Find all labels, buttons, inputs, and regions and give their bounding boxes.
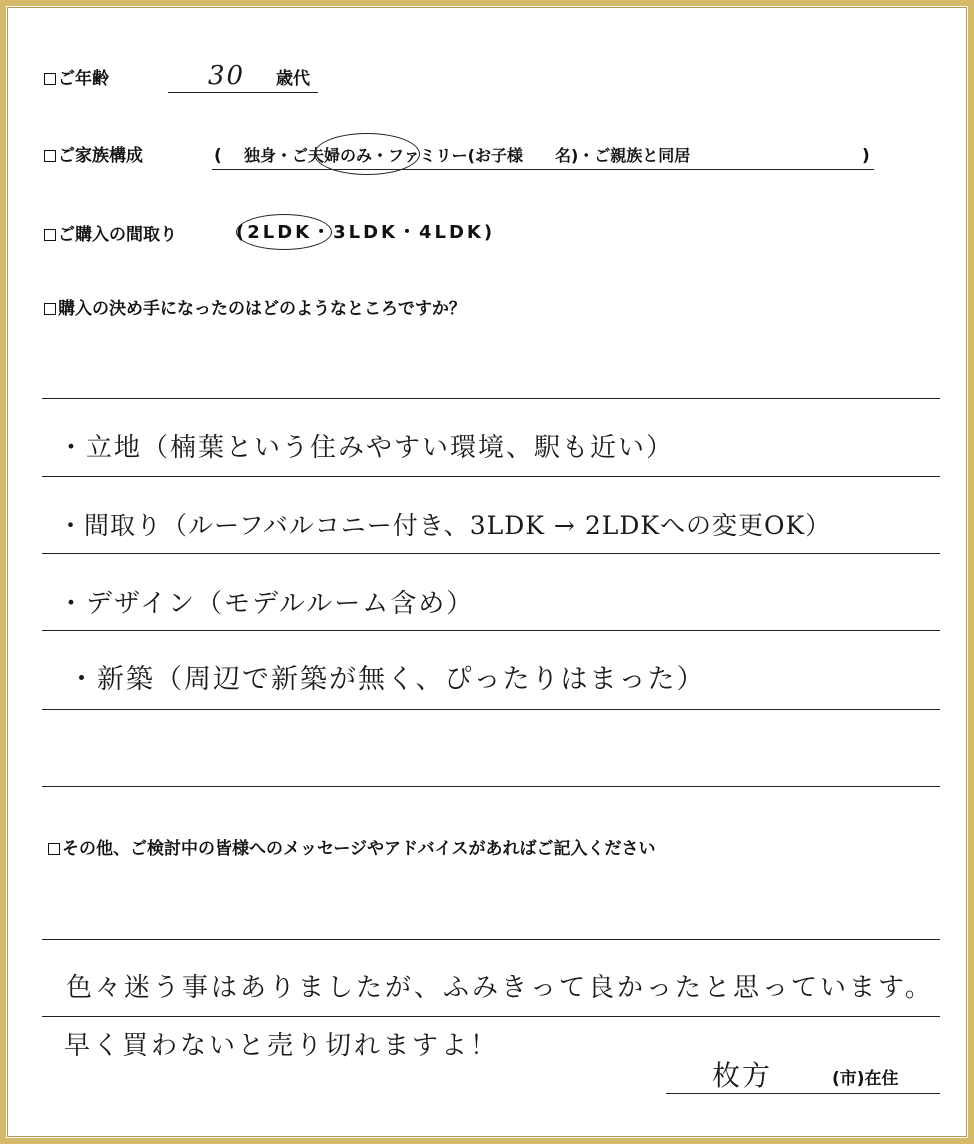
reason-rule-6 xyxy=(42,786,940,787)
checkbox-icon xyxy=(44,73,56,85)
reason-question: 購入の決め手になったのはどのようなところですか？ xyxy=(44,298,466,320)
age-underline xyxy=(168,92,318,93)
message-rule-2 xyxy=(42,1016,940,1017)
checkbox-icon xyxy=(44,150,56,162)
reason-rule-2 xyxy=(42,476,940,477)
residence-suffix: (市)在住 xyxy=(832,1069,899,1089)
family-label: ご家族構成 xyxy=(44,145,143,167)
reason-rule-1 xyxy=(42,398,940,399)
checkbox-icon xyxy=(48,843,60,855)
message-rule-1 xyxy=(42,939,940,940)
family-open-paren: ( xyxy=(214,146,222,166)
message-line-2: 早く買わないと売り切れますよ！ xyxy=(64,1031,500,1061)
family-close-paren: ) xyxy=(862,146,870,166)
layout-label: ご購入の間取り xyxy=(44,224,177,246)
layout-options: (2LDK・3LDK・4LDK) xyxy=(236,222,496,243)
reason-answer-4: ・新築（周辺で新築が無く、ぴったりはまった） xyxy=(68,664,706,695)
age-label: ご年齢 xyxy=(44,68,109,90)
message-line-1: 色々迷う事はありましたが、ふみきって良かったと思っています。 xyxy=(66,973,934,1003)
age-value: 30 xyxy=(208,61,246,91)
reason-answer-1: ・立地（楠葉という住みやすい環境、駅も近い） xyxy=(58,433,675,463)
reason-rule-5 xyxy=(42,709,940,710)
reason-answer-3: ・デザイン（モデルルーム含め） xyxy=(58,589,475,619)
layout-selected-circle xyxy=(236,214,332,250)
reason-rule-4 xyxy=(42,630,940,631)
residence-city: 枚方 xyxy=(712,1059,773,1092)
residence-underline xyxy=(666,1093,940,1094)
reason-rule-3 xyxy=(42,553,940,554)
family-options: 独身・ご夫婦のみ・ファミリー(お子様 名)・ご親族と同居 xyxy=(244,146,691,165)
checkbox-icon xyxy=(44,229,56,241)
age-suffix: 歳代 xyxy=(276,69,310,89)
family-underline xyxy=(212,169,874,170)
message-question: その他、ご検討中の皆様へのメッセージやアドバイスがあればご記入ください xyxy=(48,838,655,860)
checkbox-icon xyxy=(44,303,56,315)
reason-answer-2: ・間取り（ルーフバルコニー付き、3LDK → 2LDKへの変更OK） xyxy=(58,511,832,540)
